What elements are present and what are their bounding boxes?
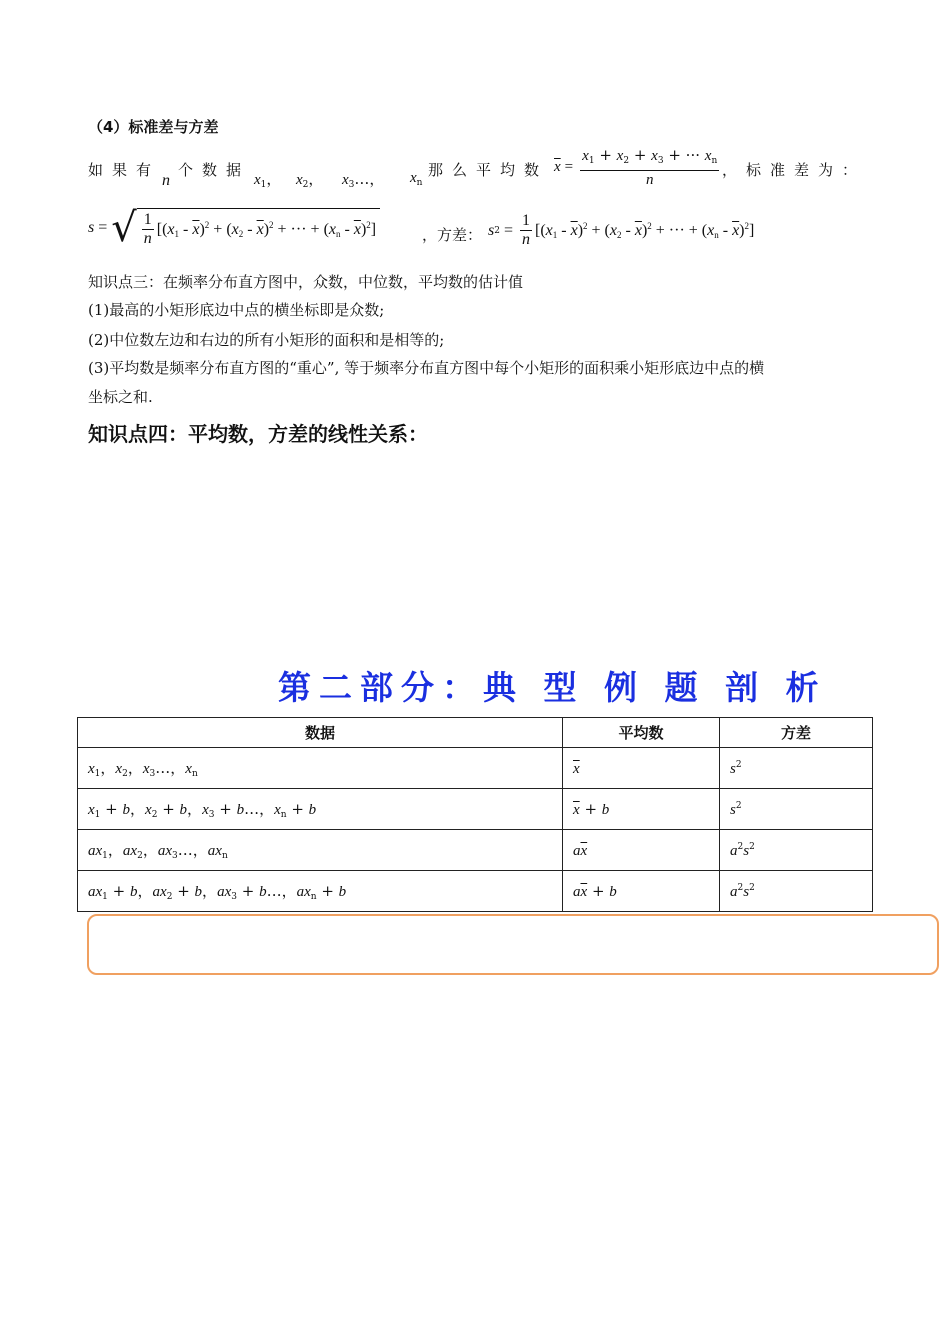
mean-cell: $a\overline{x} + b$ <box>563 871 720 912</box>
std-label: ，标准差为： <box>722 161 867 179</box>
example-frame <box>87 914 939 975</box>
mean-cell: $a\overline{x}$ <box>563 830 720 871</box>
table-row <box>78 830 873 871</box>
kp3-item-2: (2)中位数左边和右边的所有小矩形的面积和是相等的; <box>88 331 445 349</box>
data-cell: $x_1$，$x_2$，$x_3\dots$，$x_n$ <box>78 748 563 789</box>
header-variance: 方差 <box>720 718 873 748</box>
then-mean-text: 那么平均数 <box>428 161 549 179</box>
kp3-item-3-line1: (3)平均数是频率分布直方图的“重心”, 等于频率分布直方图中每个小矩形的面积乘小矩形底边中点的横 <box>88 359 765 377</box>
intro-mid: 个数据 <box>178 161 251 179</box>
data-cell: $x_1 + b$，$x_2 + b$，$x_3$ + b…，$x_n + b$ <box>78 789 563 830</box>
header-mean: 平均数 <box>563 718 720 748</box>
table-row <box>78 748 873 789</box>
variance-formula: s 2 = $\frac{1}{n}$ [$(x_1 - \overline{x})^2 + (x_2 - \overline{x})^2$ + ··· + $(x_n - \overline{x})^2$] <box>488 212 755 248</box>
part2-title: 第二部分：典 型 例 题 剖 析 <box>278 668 827 707</box>
variance-cell: $a^2s^2$ <box>720 830 873 871</box>
data-cell: $ax_1 + b$，$ax_2 + b$，$ax_3$ + b…，$ax_n + b$ <box>78 871 563 912</box>
variance-label: ，方差： <box>422 226 483 244</box>
kp3-item-1: (1)最高的小矩形底边中点的横坐标即是众数; <box>88 301 385 319</box>
mean-cell: $\overline{x}$ <box>563 748 720 789</box>
variance-cell: $s^2$ <box>720 748 873 789</box>
std-formula: s = √ $\frac{1}{n}$ [$(x_1 - \overline{x})^2 + (x_2 - \overline{x})^2$ + ··· + $(x_n - \overline{x})^2$] <box>88 208 380 248</box>
x1-term: $x_1$， <box>254 170 282 190</box>
n-symbol: n <box>162 172 170 189</box>
variance-cell: $s^2$ <box>720 789 873 830</box>
kp3-item-3-line2: 坐标之和. <box>88 388 153 406</box>
mean-cell: $\overline{x} + b$ <box>563 789 720 830</box>
section-heading: （4）标准差与方差 <box>88 118 219 136</box>
xn-term: $x_n$ <box>410 170 423 188</box>
linear-relation-table <box>77 717 873 912</box>
x2-term: $x_2$， <box>296 170 324 190</box>
variance-cell: $a^2s^2$ <box>720 871 873 912</box>
kp4-title: 知识点四：平均数，方差的线性关系： <box>88 422 428 446</box>
table-header-row <box>78 718 873 748</box>
table-row <box>78 789 873 830</box>
intro-prefix: 如果有 <box>88 161 161 179</box>
kp3-title: 知识点三：在频率分布直方图中，众数，中位数，平均数的估计值 <box>88 273 524 291</box>
data-cell: $ax_1$，$ax_2$，$ax_3\dots$，$ax_n$ <box>78 830 563 871</box>
table-row <box>78 871 873 912</box>
header-data: 数据 <box>78 718 563 748</box>
mean-formula: $\overline{x}$ = $\frac{x_1 + x_2 + x_3 + \cdot\cdot\cdot x_n}{n}$ <box>554 146 718 188</box>
x3-term: $x_3\dots$， <box>342 170 385 190</box>
